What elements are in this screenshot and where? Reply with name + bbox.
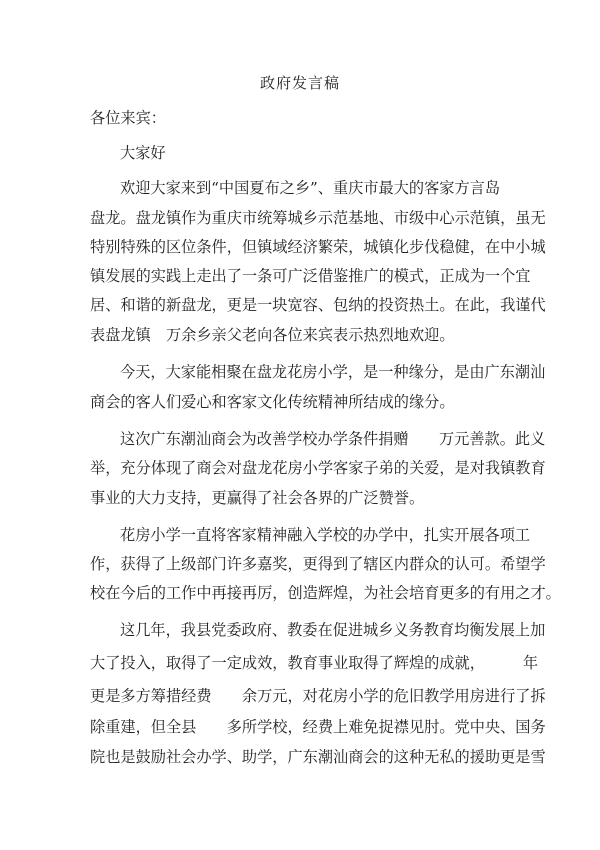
paragraph-line: 商会的客人们爱心和客家文化传统精神所结成的缘分。 xyxy=(90,393,455,411)
paragraph-line: 大了投入，取得了一定成效，教育事业取得了辉煌的成就， 年 xyxy=(90,654,539,672)
paragraph-line: 表盘龙镇 万余乡亲父老向各位来宾表示热烈地欢迎。 xyxy=(90,326,455,344)
paragraph-line: 镇发展的实践上走出了一条可广泛借鉴推广的模式，正成为一个宜 xyxy=(90,267,531,285)
paragraph-line: 除重建，但全县 多所学校，经费上难免捉襟见肘。党中央、国务 xyxy=(90,718,546,736)
paragraph-line: 特别特殊的区位条件，但镇域经济繁荣，城镇化步伐稳健，在中小城 xyxy=(90,238,546,256)
paragraph-line: 作，获得了上级部门许多嘉奖，更得到了辖区内群众的认可。希望学 xyxy=(90,555,546,573)
paragraph-line: 院也是鼓励社会办学、助学，广东潮汕商会的这种无私的援助更是雪 xyxy=(90,748,546,766)
paragraph-line: 盘龙。盘龙镇作为重庆市统筹城乡示范基地、市级中心示范镇，虽无 xyxy=(90,209,546,227)
paragraph-line: 这几年，我县党委政府、教委在促进城乡义务教育均衡发展上加 xyxy=(120,621,546,639)
paragraph-line: 居、和谐的新盘龙，更是一块宽容、包纳的投资热土。在此，我谨代 xyxy=(90,296,546,314)
salutation: 各位来宾： xyxy=(90,109,166,127)
paragraph-line: 更是多方筹措经费 余万元，对花房小学的危旧教学用房进行了拆 xyxy=(90,687,546,705)
paragraph-line: 校在今后的工作中再接再厉，创造辉煌，为社会培育更多的有用之才。 xyxy=(90,584,561,602)
paragraph-line: 事业的大力支持，更赢得了社会各界的广泛赞誉。 xyxy=(90,489,425,507)
paragraph-line: 今天，大家能相聚在盘龙花房小学，是一种缘分，是由广东潮汕 xyxy=(120,363,546,381)
paragraph-line: 举，充分体现了商会对盘龙花房小学客家子弟的关爱，是对我镇教育 xyxy=(90,459,546,477)
greeting: 大家好 xyxy=(120,144,166,162)
paragraph-line: 欢迎大家来到“中国夏布之乡”、重庆市最大的客家方言岛 xyxy=(120,179,501,197)
paragraph-line: 这次广东潮汕商会为改善学校办学条件捐赠 万元善款。此义 xyxy=(120,430,546,448)
paragraph-line: 花房小学一直将客家精神融入学校的办学中，扎实开展各项工 xyxy=(120,526,531,544)
document-title: 政府发言稿 xyxy=(259,74,340,92)
